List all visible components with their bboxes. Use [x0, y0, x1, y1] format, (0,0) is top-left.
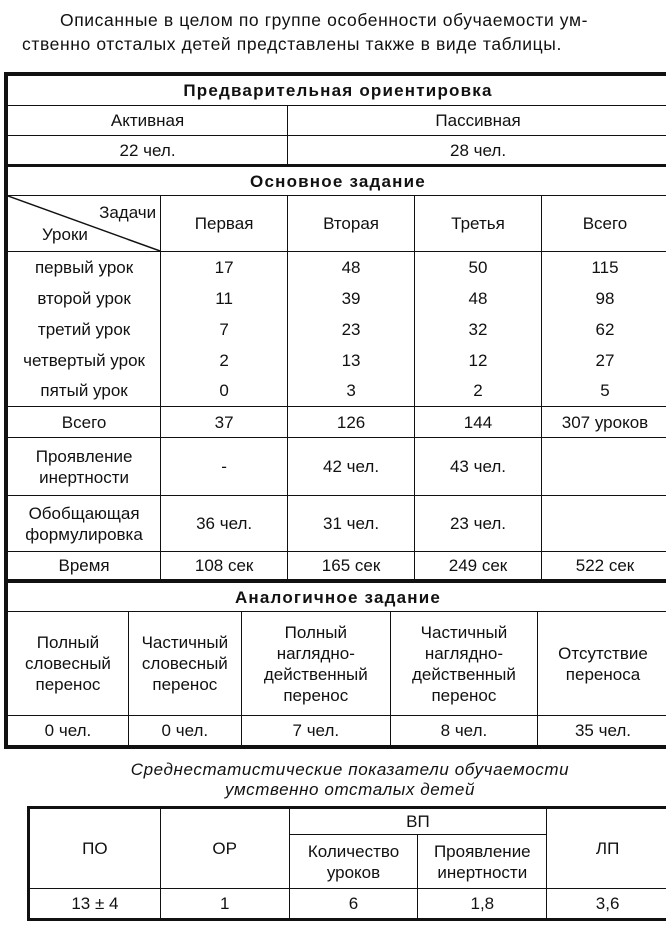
- analog-col-full-visual: Полный наглядно-действенный перенос: [241, 612, 390, 716]
- table-row-generalizing: [8, 496, 666, 552]
- stats-value-po: 13 ± 4: [30, 889, 161, 919]
- stats-caption: [60, 760, 640, 800]
- main-col-second: Вторая: [288, 196, 415, 252]
- stats-caption-line-1: Среднестатистические показатели обучаемости: [130, 760, 570, 779]
- total-value: 37: [161, 407, 288, 438]
- intro-line-1: Описанные в целом по группе особенности обучаемости ум-: [60, 10, 589, 30]
- analog-value: 8 чел.: [390, 716, 537, 746]
- inertia-value: [541, 438, 666, 496]
- stats-col-lp: ЛП: [547, 809, 666, 889]
- lesson-label: первый урок: [8, 252, 161, 283]
- lesson-value: 98: [541, 283, 666, 314]
- main-data-table: [4, 72, 666, 749]
- inertia-value: -: [161, 438, 288, 496]
- total-value: 307 уроков: [541, 407, 666, 438]
- stats-col-vp-count: Количество уроков: [289, 835, 418, 889]
- time-value: 522 сек: [541, 552, 666, 580]
- prelim-val-active: 22 чел.: [8, 136, 288, 166]
- generalizing-value: 31 чел.: [288, 496, 415, 552]
- lesson-value: 5: [541, 376, 666, 407]
- analog-title: Аналогичное задание: [8, 582, 666, 612]
- analog-value: 0 чел.: [128, 716, 241, 746]
- lesson-value: 0: [161, 376, 288, 407]
- lesson-value: 13: [288, 345, 415, 376]
- stats-caption-line-2: умственно отсталых детей: [224, 780, 476, 799]
- stats-value-vp-inertia: 1,8: [418, 889, 547, 919]
- lesson-value: 39: [288, 283, 415, 314]
- prelim-title: Предварительная ориентировка: [8, 76, 666, 106]
- prelim-val-passive: 28 чел.: [288, 136, 666, 166]
- time-value: 108 сек: [161, 552, 288, 580]
- analog-value: 0 чел.: [8, 716, 129, 746]
- main-corner-cell: [8, 196, 161, 252]
- time-value: 249 сек: [415, 552, 542, 580]
- lesson-value: 2: [415, 376, 542, 407]
- lesson-value: 17: [161, 252, 288, 283]
- corner-label-tasks: Задачи: [99, 203, 157, 222]
- lesson-value: 48: [415, 283, 542, 314]
- lesson-value: 62: [541, 314, 666, 345]
- table-row: [8, 314, 666, 345]
- table-row-time: [8, 552, 666, 580]
- lesson-value: 27: [541, 345, 666, 376]
- main-title: Основное задание: [8, 166, 666, 196]
- corner-label-lessons: Уроки: [42, 225, 88, 244]
- prelim-col-passive: Пассивная: [288, 106, 666, 136]
- analog-col-full-verbal: Полный словесный перенос: [8, 612, 129, 716]
- generalizing-label: Обобщающая формулировка: [8, 496, 161, 552]
- lesson-label: пятый урок: [8, 376, 161, 407]
- generalizing-value: 36 чел.: [161, 496, 288, 552]
- time-label: Время: [8, 552, 161, 580]
- stats-value-or: 1: [160, 889, 289, 919]
- main-col-first: Первая: [161, 196, 288, 252]
- prelim-col-active: Активная: [8, 106, 288, 136]
- lesson-value: 32: [415, 314, 542, 345]
- stats-table: [27, 806, 666, 921]
- analog-col-partial-visual: Частичный наглядно-действенный перенос: [390, 612, 537, 716]
- intro-line-2: ственно отсталых детей представлены также в виде таблицы.: [22, 34, 562, 54]
- inertia-label: Проявление инертности: [8, 438, 161, 496]
- stats-value-vp-count: 6: [289, 889, 418, 919]
- analog-col-no-transfer: Отсутствие переноса: [537, 612, 666, 716]
- lesson-value: 7: [161, 314, 288, 345]
- lesson-label: второй урок: [8, 283, 161, 314]
- table-row: [8, 252, 666, 283]
- stats-col-vp-inertia: Проявление инертности: [418, 835, 547, 889]
- table-row-inertia: [8, 438, 666, 496]
- table-row: [8, 345, 666, 376]
- main-col-third: Третья: [415, 196, 542, 252]
- time-value: 165 сек: [288, 552, 415, 580]
- stats-value-lp: 3,6: [547, 889, 666, 919]
- total-label: Всего: [8, 407, 161, 438]
- lesson-value: 3: [288, 376, 415, 407]
- analog-value: 35 чел.: [537, 716, 666, 746]
- table-row-total: [8, 407, 666, 438]
- stats-col-vp: ВП: [289, 809, 547, 835]
- lesson-label: четвертый урок: [8, 345, 161, 376]
- intro-paragraph: [22, 8, 658, 56]
- lesson-value: 50: [415, 252, 542, 283]
- lesson-value: 12: [415, 345, 542, 376]
- inertia-value: 43 чел.: [415, 438, 542, 496]
- lesson-value: 11: [161, 283, 288, 314]
- generalizing-value: [541, 496, 666, 552]
- stats-col-or: ОР: [160, 809, 289, 889]
- analog-col-partial-verbal: Частичный словесный перенос: [128, 612, 241, 716]
- main-col-total: Всего: [541, 196, 666, 252]
- lesson-value: 48: [288, 252, 415, 283]
- generalizing-value: 23 чел.: [415, 496, 542, 552]
- total-value: 126: [288, 407, 415, 438]
- table-row: [8, 283, 666, 314]
- table-row: [8, 376, 666, 407]
- lesson-label: третий урок: [8, 314, 161, 345]
- total-value: 144: [415, 407, 542, 438]
- stats-col-po: ПО: [30, 809, 161, 889]
- analog-value: 7 чел.: [241, 716, 390, 746]
- lesson-value: 2: [161, 345, 288, 376]
- inertia-value: 42 чел.: [288, 438, 415, 496]
- lesson-value: 115: [541, 252, 666, 283]
- lesson-value: 23: [288, 314, 415, 345]
